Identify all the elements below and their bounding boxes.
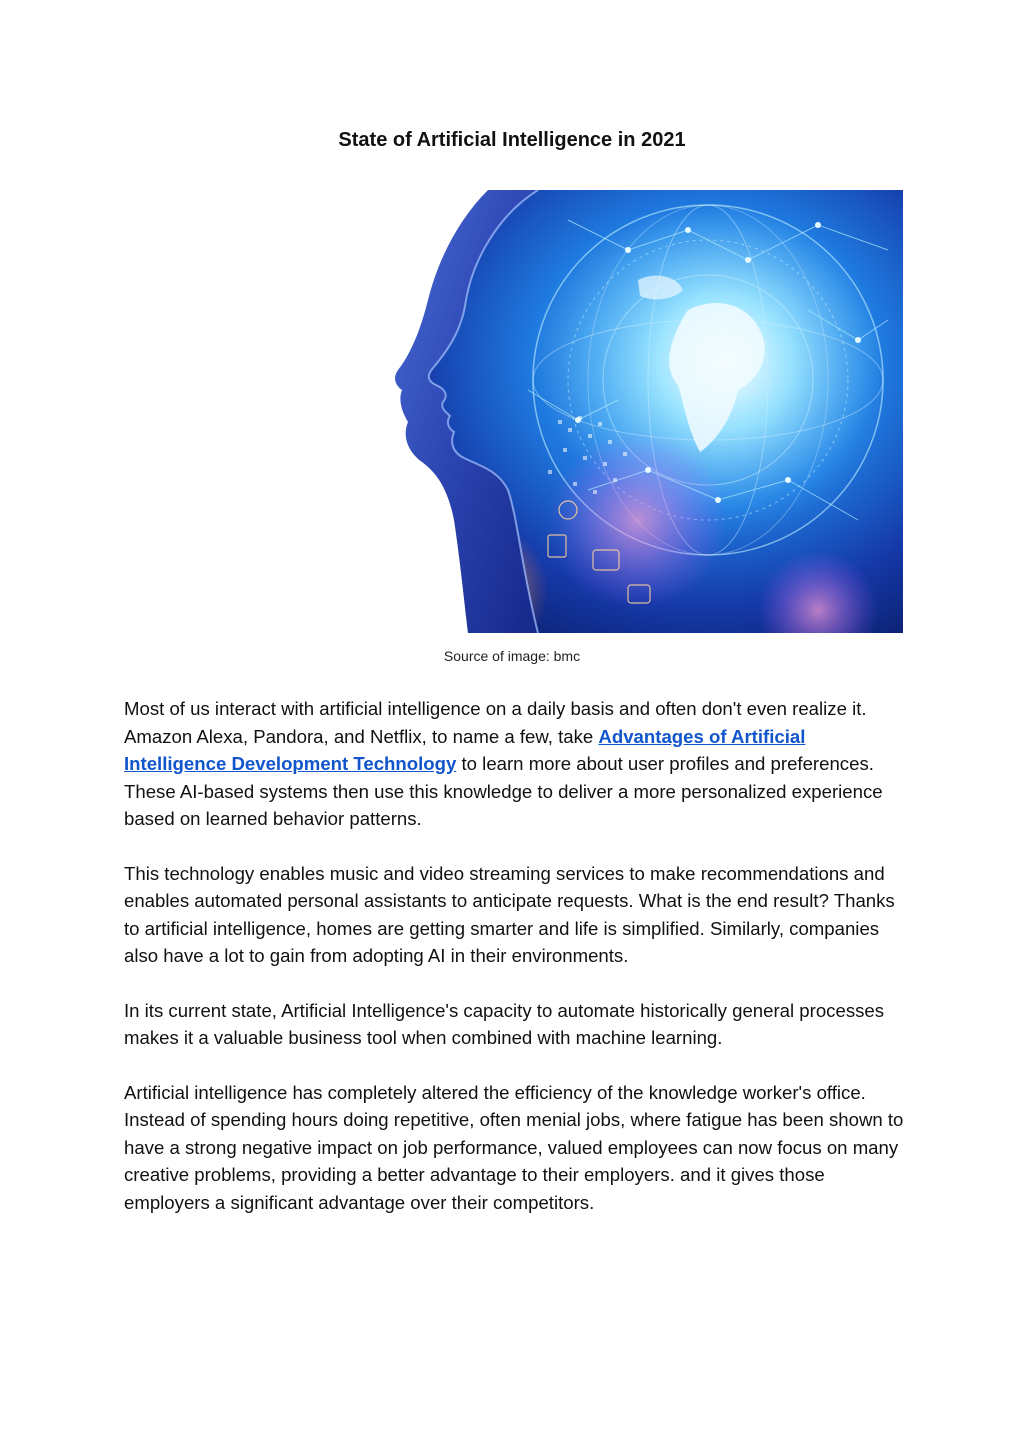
paragraph-1-tail: to learn more about user profiles and preferences. These AI-based systems then use this knowledge to deliver a more personalized experience based on learned behavior patterns. (124, 753, 883, 829)
ai-head-image (388, 190, 903, 633)
paragraph-1-lead: Most of us interact with artificial intelligence on a daily basis and often don't even realize it. Amazon Alexa, Pandora, and Netflix, to name a few, take (124, 698, 867, 747)
document-title: State of Artificial Intelligence in 2021 (338, 129, 686, 151)
paragraph-4: Artificial intelligence has completely altered the efficiency of the knowledge worker's office. Instead of spending hours doing repetitive, often menial jobs, where fatigue has been shown to have a strong negative impact on job performance, valued employees can now focus on many creative problems, providing a better advantage to their employers. and it gives those employers a significant advantage over their competitors. (124, 1081, 904, 1213)
article-body (124, 695, 904, 1243)
paragraph-3: In its current state, Artificial Intelligence's capacity to automate historically general processes makes it a valuable business tool when combined with machine learning. (124, 999, 885, 1048)
image-caption: Source of image: bmc (443, 648, 581, 664)
paragraph-1 (124, 695, 904, 833)
advantages-link[interactable]: Advantages of Artificial Intelligence Development Technology (124, 725, 806, 774)
paragraph-2: This technology enables music and video streaming services to make recommendations and enables automated personal assistants to anticipate requests. What is the end result? Thanks to artificial intelligence, homes are getting smarter and life is simplified. Similarly, companies also have a lot to gain from adopting AI in their environments. (124, 862, 895, 966)
